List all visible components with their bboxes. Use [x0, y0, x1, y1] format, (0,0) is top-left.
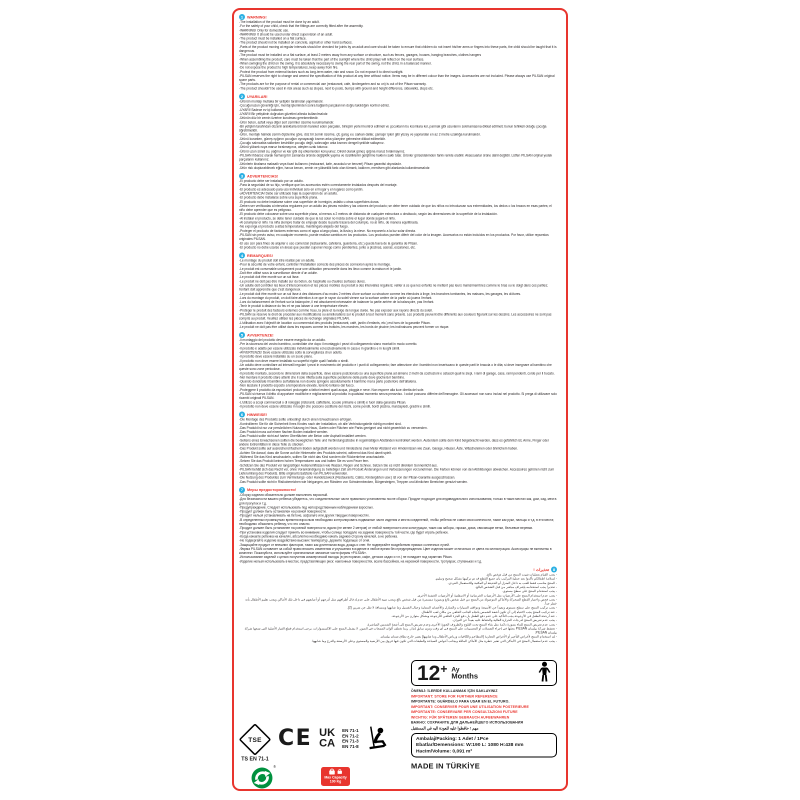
warning-line: - لسلامة اطفالكم تأكدوا بعد عملية التركيب بأن جميع القطع قد تم تركيبها بشكل صحيح وسليم. — [435, 577, 557, 581]
warning-line: -Schützen Sie das Produkt vor langzeitigen Außeneinflüssen wie Wasser, Regen und Schnee. Setzen Sie es nicht direktem Sonnenlicht aus. — [239, 463, 438, 468]
warning-line: -Lors du montage du produit, on doit faire attention à ce que le rayon du soleil vienne sur la surface arrière de la partie où jouera l'enfant. — [239, 296, 433, 300]
warning-line: -Quando dondolate il bambino sull'altalena non dovete spingere assolutamente il bambino ma la parte posteriore dell'altalena. — [239, 380, 417, 384]
packing-line: Ambalaj/Packing: 1 Adet / 1Pce — [416, 735, 489, 742]
important-note: مهم ! حافظوا عليه للعودة اليه في المستقبل — [411, 725, 479, 731]
warning-line: -Das Produkt ist nur zur persönlichen Nutzung im Haus, Garten oder Flächen wie Parks geeignet und nicht gewerblich zu verwenden. — [239, 426, 428, 430]
warning-line: -Achten Sie darauf, dass die Sonne auf die Hinterseite des Produkts scheint, während das Kind damit spielt. — [239, 451, 392, 455]
warning-line: -Protect the product from external factors such as long-term water, rain and snow. Do not expose it to direct sunlight. — [239, 70, 404, 74]
warning-line: -Çocuğu salıncakta sallarken kesinlikle çocuğu değil, salıncağın arka kısmını dengeli şekilde sallayınız. — [239, 141, 385, 146]
warning-line: -Фирма PILSAN оставляет за собой право вносить изменения и улучшения в изделие в любое время без предупреждения. Цвет изделия может отличаться от цвета на иллюстрации. Аксессуары не включены в комплект. Пожалуйста, используйте оригинальные запасные части фирмы «PILSAN». — [239, 547, 552, 556]
warning-line: -Seitens eines Erwachsenen sollten die beweglichen Teile und Verbindungsstücke in regelmäßigen Abständen kontrolliert werden. Außerdem sollte dem Kind beigebracht werden, dass es gefährlich ist, Arme, Finger oder andere Extremitäten in diese Teile zu stecken. — [239, 438, 549, 447]
age-value: 12 — [417, 661, 441, 685]
warning-line: -Le montage du produit doit être réalisé par un adulte. — [239, 259, 316, 263]
section-header: WARNING! — [247, 14, 267, 20]
warning-line: -Nel montare il prodotto stare attenti che il sole rifletta sulla superficie posteriore della parte dove giocherà il bambino. — [239, 375, 405, 380]
warning-line: -Ürünü uzun süreli su, yağmur ve kar gibi dış etkenlerden koruyunuz. Direkt olarak güneş ışığına maruz bırakmayınız. — [239, 149, 406, 154]
en-standards-list — [342, 728, 359, 749]
important-note: ÖNEMLİ: İLERİDE KULLANMAK İÇİN SAKLAYINIZ — [411, 689, 498, 693]
section-header: تحذيرات ! — [533, 567, 549, 572]
important-note: IMPORTANT: STORE FOR FURTHER REFERENCE — [411, 694, 498, 699]
warning-label-document — [232, 8, 568, 791]
ukca-mark-icon — [319, 727, 335, 748]
warning-line: - إن استخدام المنتج لأغراض التأجير أو الأغراض التجارية (المطاعم والكافيات ورياض الأطفال وما شابهها) يعتبر خارج نطاق ضمان بيلسان. — [379, 635, 557, 639]
warning-line: -Le produit est convenable uniquement pour une utilisation personnelle dans les lieux comme la maison et le jardin. — [239, 267, 403, 271]
section-number-icon: 3 — [240, 173, 244, 179]
warning-line: -Le produit doit être monté sur un sol lisse. — [239, 275, 300, 280]
warning-line: -Protéger le produit des facteurs externes comme l'eau, la pluie et la neige de longue durée. Ne pas exposer aux rayons directs du soleil. — [239, 308, 433, 313]
important-notes-list — [411, 689, 557, 730]
warning-line: -Non lasciare il prodotto esposto a temperature elevate, tenerlo lontano dal fuoco. — [239, 384, 355, 388]
warning-line: -The installation of the product must be done by an adult. — [239, 20, 320, 24]
warning-line: - يجب تركيب المنتج على سطح مستوي وبعيداً عن الأسيجة ومواقف السيارات والمنازل والأغصان المتدلية وحبال الغسيل وما شابهها وبمسافة لا تقل عن مترين (2). — [347, 606, 557, 610]
warning-line: -PILSAN ihbarsız olarak herhangi bir zamanda üründe değişiklik yapma ve özelliklerini geliştirme hakkını saklı tutar. Ürünler görseldekinden farklı renkte olabilir. Aksesuarlar ürüne dahil değildir. Lütfen PILSAN orijinal yedek parçalarını kullanınız. — [239, 153, 553, 162]
warning-line: -Al columpiar el niño / la niña siempre tratar de empujar desde la parte trasera del columpio, no al niño, de manera equilibrada. — [239, 221, 419, 225]
max-capacity-badge — [321, 767, 350, 786]
warning-section-fr — [239, 253, 557, 330]
warning-line: -Le produit doit être monté sur un sol lisse à des distances d'au moins 2 mètres d'une surface ou structure comme les étendoirs à linge, les branches tombantes, les maisons, les garages, les clôtures. — [239, 292, 522, 296]
warning-line: -Das Produkt sollte nicht auf harten Oberflächen wie Beton oder Asphalt installiert werden. — [239, 434, 367, 439]
label-content — [234, 10, 562, 788]
section-number-icon: 8 — [552, 567, 556, 572]
warning-line: -Ürünün düz bir zemin üzerine kurulması gerekmektedir. — [239, 116, 319, 121]
warning-line: -Parts of the product moving at regular intervals should be checked for joints by an adult and care should be taken to ensure that children do not insert his/her arms or fingers into these parts, the child should be taught that it is dangerous. — [239, 45, 557, 54]
warning-line: -Ürün beton, asfalt veya diğer sert zeminler üzerine kurulmamalıdır. — [239, 120, 335, 125]
warning-line: -Ürünün montajı mutlaka bir yetişkin tarafından yapılmalıdır. — [239, 100, 324, 104]
warning-line: -Lors du balancement de l'enfant sur la balançoire, il est absolument nécessaire de balancer la partie arrière de la balançoire, pas l'enfant. — [239, 300, 435, 305]
warning-line: -The product shouldn't be used in risk areas such as slopes, next to pools, bumps with ground and height difference, sidewalks, steps etc. — [239, 86, 434, 91]
warning-line: -For the safety of your child, check that the fittings are correctly fitted after the assembly. — [239, 24, 364, 29]
warning-line: -PILSAN si riserva il diritto di apportare modifiche e miglioramenti al prodotto in qualsiasi momento senza preavviso. I colori possono differire dell'immagine. Gli accessori non sono inclusi nel prodotto. Si prega di utilizzare solo ricambi originali PILSAN. — [239, 392, 557, 401]
age-recommendation-box — [411, 660, 557, 686]
warning-line: -Il montaggio del prodotto deve essere eseguito da un adulto. — [239, 338, 326, 343]
warning-line: -El producto debe ser instalado por un adulto. — [239, 179, 304, 184]
warning-line: -Продукт должен быть установлен на ровной поверхности, вдали (не менее 2 метров) от любой поверхности или конструкции, таких как заборы, гаражи, дома, свисающие ветки, бельевые веревки. — [239, 526, 534, 531]
warning-line: -Çocuğunuzun güvenliği için, montaj işleminden sonra bağlantı parçalarının doğru takıldığını kontrol ediniz. — [239, 104, 390, 108]
warning-line: -Продукт должен быть установлен на ровной поверхности. — [239, 510, 327, 514]
green-dot-recycle-icon — [251, 765, 276, 789]
volume-line: Hacim/Volume: 0,091 m³ — [416, 748, 472, 754]
dimensions-line: Ebatlar/Demensions: W:190 L: 1080 H:438 mm — [416, 742, 524, 748]
warning-line: -Kontrollieren Sie für die Sicherheit Ihres Kindes nach der Installation, ob alle Verbindungsteile richtig montiert sind. — [239, 422, 402, 426]
warning-line: -Do not expose the product to high temperatures, keep away from fire. — [239, 66, 339, 70]
tse-logo-icon — [239, 723, 272, 756]
warning-line: -WARNING! It should be used under direct supervision of an adult. — [239, 32, 334, 37]
warning-line: -Doit être utilisé sous la surveillance directe d'un adulte. — [239, 271, 318, 276]
warning-line: - عند تركيب المنتج يجب الانتباه إلى أن تكون أشعة الشمس باتجاه الجانب الخلفي من مكان لعب الأطفال. — [420, 610, 557, 614]
ukca-top: UK — [319, 726, 336, 739]
packing-info-box — [411, 733, 557, 758]
warning-section-en — [239, 14, 557, 91]
warning-line: -Изделие нельзя использовать в местах, представляющих риск: наклонных поверхностях, возле бассейнов, на неровной поверхности, тротуарах, ступеньках и т.д. — [239, 559, 483, 564]
section-number-icon: 5 — [240, 332, 244, 338]
warning-line: -Proteger el producto de factores externos como el agua a largo plazo, la lluvia y la nieve. No exponerlo a la luz solar directa. — [239, 229, 416, 233]
section-header: UYARILAR! — [247, 94, 268, 99]
warning-line: -Die Montage des Produkts sollte unbedingt durch einen Erwachsenen erfolgen. — [239, 418, 353, 422]
section-number-icon: 4 — [240, 253, 244, 258]
warning-line: -Для безопасности вашего ребенка убедитесь, что соединительные части правильно установлены после сборки. Продукт подходит для индивидуального использования, только в таких местах как, дом, сад, места для прогулок и т.д. — [239, 497, 557, 506]
warning-line: -Un adulte doit contrôler les lieux d'interconnexion et les pièces mobiles du produit à des intervalles réguliers; veiller à ce que les enfants ne mettent pas leurs mains/membres comme le bras ou le doigt dans ces parties; l'enfant doit apprendre que c'est dangereux. — [239, 283, 548, 292]
child-pictogram-icon — [538, 661, 551, 685]
swing-pictogram-icon — [366, 726, 389, 754]
warning-line: -UYARI! Bir yetişkinin doğrudan gözetimi altında kullanılmalıdır. — [239, 112, 329, 116]
warning-line: -Un adulto deve controllare ad intervalli regolari i pezzi in movimento del prodotto e i punti di collegamento; fare attenzione che i bambini non inseriscano in queste parti le braccia o le dita; si deve insegnare al bambino che queste sono zone pericolose. — [239, 363, 552, 372]
warning-line: - المنتج مناسب فقط للعب به داخل المنزل أو الحديقة أو المكتبة وللاستعمال الفردي. — [447, 581, 557, 585]
info-column — [411, 660, 557, 784]
certification-marks-row — [239, 724, 404, 762]
warning-line: -Das Produkt sollte auf ausreichend flachem Boden aufgestellt werden und mindestens zwei Meter Abstand von Hindernissen wie Zaun, Garage, Häuser, Äste, Wäscheleinen oder ähnlichem haben. — [239, 447, 519, 451]
en-standard: EN 71-2 — [342, 733, 359, 739]
en-standard: EN 71-1 — [342, 728, 359, 733]
age-number — [417, 663, 447, 684]
warning-section-ar — [239, 567, 557, 644]
warning-line: -Deben ser verificadas a intervalos regulares por un adulto las piezas móviles y las uniones del producto; se debe tener cuidado de que los niños no introduzcan sus extremidades, los dedos o los brazos en esas partes; el niño debe aprender que es peligroso. — [239, 204, 552, 213]
warning-line: -Предупреждение. Следует использовать под непосредственным наблюдением взрослых. — [239, 505, 374, 510]
sections — [239, 14, 557, 660]
warning-line: -Ürünü kurarken, güneş ışığının çocuğun oynayacağı kısmın arka yüzeyine gelmesine dikkat edilmelidir. — [239, 137, 386, 141]
warning-line: -Il prodotto è adatto per essere utilizzato individualmente ed esclusivamente in casa e in giardino e in luoghi simili. — [239, 346, 401, 351]
warning-line: - يجب القيام بعمليات تثبيت المنتج من قبل شخص بالغ. — [486, 573, 557, 577]
warning-line: -Ürünü yüksek ısıya maruz bırakmayınız, ateşten uzak tutunuz. — [239, 145, 329, 150]
warning-line: -El producto debe colocarse sobre una superficie plana, al menos a 2 metros de distancia de cualquier estructura u obstáculo, según las dimensiones de la superficie de la instalación. — [239, 212, 498, 217]
section-number-icon: 7 — [240, 487, 244, 493]
warning-line: -El producto no debe instalarse sobre una superficie de hormigón, asfalto u otras superficies duras. — [239, 200, 380, 204]
important-note: IMPORTANTE: GUÁRDELO PARA USAR EN EL FUTURO. — [411, 700, 510, 704]
warning-line: -PILSAN se réserve le droit de procéder aux modifications ou améliorations sur le produit à tout moment sans préavis. Les produits peuvent être différents aux couleurs figurant sur les dessins. Les accessoires ne sont pas compris au produit. Veuillez utiliser les pièces de rechange originales PILSAN. — [239, 313, 552, 321]
age-unit-tr: Ay — [451, 665, 460, 673]
warning-line: - تحتفظ شركة بيلسان PILSAN بحقها في إجراء التعديلات أو التحسينات على المنتج في أي وقت ودون سابق إنذار. ربما تختلف ألوان المنتجات في الصور. لا يشمل المنتج على الإكسسوارات. يرجى استخدام قطع الغيار الأصلية التي تنتجها شركة بيلسان PILSAN. — [244, 626, 557, 635]
warning-line: -Le produit ne doit pas être installé sur du béton, de l'asphalte ou d'autres surfaces dures. — [239, 279, 366, 284]
warning-line: -Ürün risk oluşturabilecek eğim, havuz kenarı, zemin ve yükseklik farkı olan tümsek, kaldırım, merdiven gibi alanlarda kullanılmamalıdır. — [239, 166, 431, 170]
warning-line: -Tenir le produit à distance du feu et ne pas laisser à une température élevée. — [239, 304, 349, 309]
weight-icon — [322, 769, 349, 776]
warning-section-ru — [239, 487, 557, 564]
important-note: ВАЖНО: СОХРАНИТЕ ДЛЯ ДАЛЬНЕЙШЕГО ИСПОЛЬЗОВАНИЯ — [411, 721, 524, 725]
warning-section-tr — [239, 94, 557, 171]
warning-line: -¡ADVERTENCIA! Debe ser utilizado bajo la supervisión de un adulto. — [239, 191, 338, 196]
bottom-block — [239, 660, 557, 784]
warning-line: -Il prodotto montato, secondo le dimensioni della superficie, deve essere posizionato su una superficie piana ad almeno 2 metri da costruzioni e ostacoli quali le siepi, i rami di garage, case, rami pendenti, corde per il bucato. — [239, 371, 555, 376]
age-plus: + — [440, 662, 448, 676]
warning-section-de — [239, 412, 557, 485]
warning-line: -Il prodotto non deve essere installato su superfici rigide quali l'asfalto o simili. — [239, 359, 349, 363]
warning-line: -Das Produkt sollte nicht in Risikobereichen wie Neigungen, am Rändern von Schwimmbecken, Bürgersteigen, Treppen und ähnlichen Bereichen genutzt werden. — [239, 480, 468, 484]
warning-line: -Die Nutzung des Produktes zum Vermietungs- oder Handelszweck (Restaurants, Cafés, Kindergärten usw.) ist von der Pilsan-Garantie ausgeschlossen. — [239, 476, 456, 480]
tse-mark — [239, 724, 271, 762]
warning-line: -Не подвергайте изделие воздействию высоких температур, держите подальше от огня. — [239, 539, 371, 543]
en-standard: EN 71-8 — [342, 743, 359, 749]
warning-line: -Ürün, montajlı halinde zemin ölçülerine göre, düz bir zemin üzerine, çit, garaj, ev, sarkan dallar, çamaşır ipleri gibi yüzey ve yapılardan en az 2 metre uzaklığa kurulmalıdır. — [239, 133, 481, 137]
green-dot-reg: ® — [273, 765, 276, 769]
warning-line: -При установке изделия следует принять во внимание, чтобы солнце попадало на заднюю поверхность той части, где будет играть ребенок. — [239, 530, 449, 535]
warning-line: -L'utilisation avec l'objectif de location ou commercial des produits (restaurant, café, jardin d'enfants, etc.) est hors de la garantie Pilsan. — [239, 321, 431, 325]
warning-line: - يجب عدم استعمال المنتج في الأماكن التي تعتبر خطرة مثل الأماكن المائلة وبجانب أحواض السباحة والطبقات التي تكون فيها فروق بين الأرضية والمستوى وعلى الأرصفة والدرج وما شابهها. — [311, 639, 557, 643]
warning-line: -Использование изделий с целью получения коммерческой выгоды (в ресторанах, кафе, детских садах и т.п.) не попадает под гарантию Pilsan. — [239, 555, 453, 560]
warning-line: - يجب عدم تعريض المنتج للماء بصورة دائمة مثل بقاء المنتج تحت الثلوج والظروف الجوية الأخرى وعدم تعريض المنتج إلى أشعة الشمس المباشرة. — [366, 622, 557, 627]
section-number-icon: 2 — [240, 94, 244, 99]
warning-line: -Setzen Sie das Produkt keinen hohen Temperaturen aus und halten Sie es vom Feuer fern. — [239, 459, 370, 464]
section-header: ADVERTENCIAS! — [247, 173, 279, 179]
warning-section-es — [239, 173, 557, 250]
warning-line: -PILSAN behält sich das Recht vor, ohne Vorankündigung zu beliebiger Zeit am Produkt Änderungen und Verbesserungen vorzunehmen. Die Farben können von den Abbildungen abweichen. Accessoires gehören nicht zum Lieferumfang des Produkts. Bitte original Ersatzteile von PILSAN verwenden. — [239, 467, 555, 476]
warning-line: -Il prodotto non deve essere utilizzato in luoghi che possono costituire dei rischi, come pendii, bordi piscina, marciapiedi, gradini e simili. — [239, 404, 431, 409]
certification-marks-row2 — [239, 767, 404, 789]
section-header: HINWEISE! — [247, 412, 268, 417]
warning-line: - يجب عدم تعريض المنتج لدرجات الحرارة العالية والحفاظ عليه بعيداً عن النيران. — [452, 618, 557, 623]
section-header: AVVERTENZE! — [247, 332, 274, 338]
warning-line: -WARNING! Only for domestic use. — [239, 28, 289, 33]
section-number-icon: 6 — [240, 412, 244, 417]
age-units — [451, 666, 478, 681]
warning-line: - عند أرجحة الطفل في الأرجوحة يجب التأكيد على عدم دفع الطفل بل دفع الجزء الخلفي للأرجوحة وبشكل متوازن من الأرجوحة. — [391, 614, 557, 618]
important-note: WICHTIG: FÜR SPÄTEREN GEBRAUCH AUFBEWAHREN — [411, 715, 510, 720]
important-note: IMPORTANTE: CONSERVARE PER CONSULTAZIONI FUTURE — [411, 710, 518, 714]
warning-line: -PILSAN reserves the right to change and amend the specification of this product at any time without notice. Items may be in different colour than the images. Accessories are not included. Please always use PILSAN original spare parts. — [239, 74, 555, 83]
warning-line: -Das Produkt muss auf einem flachen Boden installiert werden. — [239, 430, 329, 435]
en-standard: EN 71-3 — [342, 738, 359, 744]
max-capacity-label: Max Capacity — [324, 776, 347, 780]
warning-line: -Продукт нельзя устанавливать на бетоне, асфальте или других твердых поверхностях. — [239, 514, 370, 518]
warning-line: -В определенных промежутках времени взрослым необходимо контролировать подвижные части изделия и места соединений, чтобы ребенок не совал свои конечности, такие как руки, пальцы и т.д. в эти места; необходимо объяснить ребенку, что это опасно. — [239, 518, 555, 527]
warning-line: -Per la sicurezza del vostro bambino, controllate che dopo il montaggio i pezzi di collegamento siano montati in modo corretto. — [239, 342, 418, 347]
warning-line: -Сборку изделия обязательно должен выполнять взрослый. — [239, 493, 329, 497]
warning-line: -The product should not be installed on concrete, asphalt or other hard surfaces. — [239, 41, 353, 45]
tse-standard: TS EN 71-1 — [241, 756, 269, 762]
warning-line: -The product must be installed on a flat surface, at least 2 meters away from any surface or structure, such as fences, garages, houses, hanging branches, clothes hangers — [239, 53, 482, 58]
warning-line: - يجب فحص واختبار القطع المتحركة والأماكن الموصولة من المنتج من قبل شخص بالغ وبصورة مستمرة من قبل شخص بالغ ويجب تنبيه الأطفال على عدم إدخال أطرافهم مثل أذرعهم أو أصابعهم في داخل تلك الأماكن ويجب تعليم الأطفال بأنه خطر جداً. — [245, 597, 557, 606]
warning-line: -Proteggere il prodotto da esposizioni prolungate a fattori esterni quali acqua, pioggia e neve. Non esporre alla luce diretta del sole. — [239, 388, 425, 392]
warning-line: -Il prodotto deve essere installato su un suolo piano. — [239, 355, 313, 359]
warning-line: -No exponga el producto a altas temperaturas, manténgalo alejado del fuego. — [239, 225, 349, 229]
ce-mark-icon: CE — [278, 725, 313, 751]
warning-line: -When assembling the product, care must be taken that the part of the sunlight where the child plays will reflect on the rear surface. — [239, 57, 425, 62]
warning-line: -L'utilizzo a scopi commerciali o di noleggio (ristoranti, caffetterie, scuole primarie e simili) è fuori dalla garanzia Pilsan. — [239, 400, 407, 405]
warning-line: - يجب عدم استخدام المنتج على الأرضيات مثل الأرضيات الخرسانية أو الاسفلتية أو الأرضيات الخشنة الأخرى. — [416, 593, 557, 598]
warning-line: -El producto es adecuado para uso individual solo en el hogar y en lugares como jardín. — [239, 187, 364, 192]
made-in-label: MADE IN TÜRKİYE — [411, 762, 480, 771]
warning-line: -El uso con para fines de alquiler o uso comercial (restaurante, cafetería, guardería, etc.) queda fuera de la garantía de Pilsan. — [239, 241, 418, 246]
warning-line: -The products are for the purpose of rental or commercial use (restaurant, cafe, kindergarten and so on) is out of the Pilsan warranty. — [239, 82, 427, 87]
warning-line: -Pour la sécurité de votre enfant, contrôler l'installation correcte des pièces de connexion après le montage. — [239, 263, 391, 267]
warning-line: -Al instalar el producto, se debe tener cuidado de que la luz solar no incida sobre el lugar donde jugará el niño. — [239, 216, 396, 221]
warning-line: -Ürünlerin kiralama maksatlı veya ticari kullanımı (restaurant, kafe, anaokulu ve benzeri) Pilsan garantisi dışındadır. — [239, 162, 402, 166]
age-unit-en: Months — [451, 671, 479, 681]
section-header: Меры предосторожности! — [247, 487, 296, 493]
section-header: REMARQUES! — [247, 253, 273, 258]
warning-line: -El producto no debe usarse en áreas que puedan suponer riesgo como pendientes, junto a piscinas, aceras, escalones, etc. — [239, 245, 416, 250]
warning-line: -Когда качаете ребенка на качелях, абсолютно необходимо качать заднюю сторону качелей, а не ребенка. — [239, 534, 398, 539]
warning-section-it — [239, 332, 557, 409]
warning-line: - تحذير! يجب استخدامه بإشراف مباشر من قبل الشخص البالغ. — [475, 585, 557, 589]
warning-line: - يجب استخدام المنتج على سطح مستوي. — [502, 589, 557, 594]
warning-line: -UYARI! Sadece ev içi kullanım. — [239, 108, 285, 112]
warning-line: -The product must be installed on a flat surface. — [239, 37, 307, 41]
certification-column — [239, 660, 404, 784]
important-note: IMPORTANT: CONSERVER POUR UNE UTILISATION POSTERIEURE — [411, 705, 529, 709]
warning-line: -Защищайте продукт от внешних факторов, таких как длительная вода, дождь и снег. Не подвергайте воздействию прямых солнечных лучей. — [239, 543, 450, 547]
ukca-bottom: CA — [319, 736, 336, 749]
warning-line: -Para la seguridad de su hijo, verifique que los accesorios estén correctamente instalados después del montaje. — [239, 183, 398, 188]
warning-line: -Bir yetişkin tarafından düzenli aralıklarla ürünün hareket eden parçaları, birleşim yerleri kontrol edilmeli ve çocukların bu kısımlara kol, parmak gibi uzuvlarını sokmamasına dikkat edilmeli; bunun tehlikeli olduğu çocuğa öğretilmelidir. — [239, 124, 547, 133]
warning-line: -When swinging the child on the swing, it is absolutely necessary to swing the rear part of the swing, not the child, in a balanced manner. — [239, 61, 432, 66]
max-capacity-value: 100 Kg — [329, 780, 342, 784]
warning-line: -AVVERTENZE! Deve essere utilizzato sotto la sorveglianza di un adulto. — [239, 351, 343, 355]
section-number-icon: 1 — [240, 14, 244, 20]
warning-line: -El producto debe instalarse sobre una superficie plana. — [239, 196, 319, 200]
warning-line: -Le produit ne doit pas être utilisé dans les espaces comme les trottoirs, les marches, les bords de piscine; les inclinaisons peuvent former un risque. — [239, 325, 450, 329]
warning-line: -Während Sie das Kind anschaukeln, sollten Sie nicht das Kind sondern die Rückenlehne anschaukeln. — [239, 455, 386, 459]
warning-line: -PILSAN sin previo aviso, en cualquier momento, puede realizar cambios en los productos. Los productos pueden diferir del color de la imagen. Accesorios no están incluidos en los productos. Por favor, utilice repuestos originales PILSAN. — [239, 233, 549, 242]
tse-label: TSE — [248, 735, 262, 744]
